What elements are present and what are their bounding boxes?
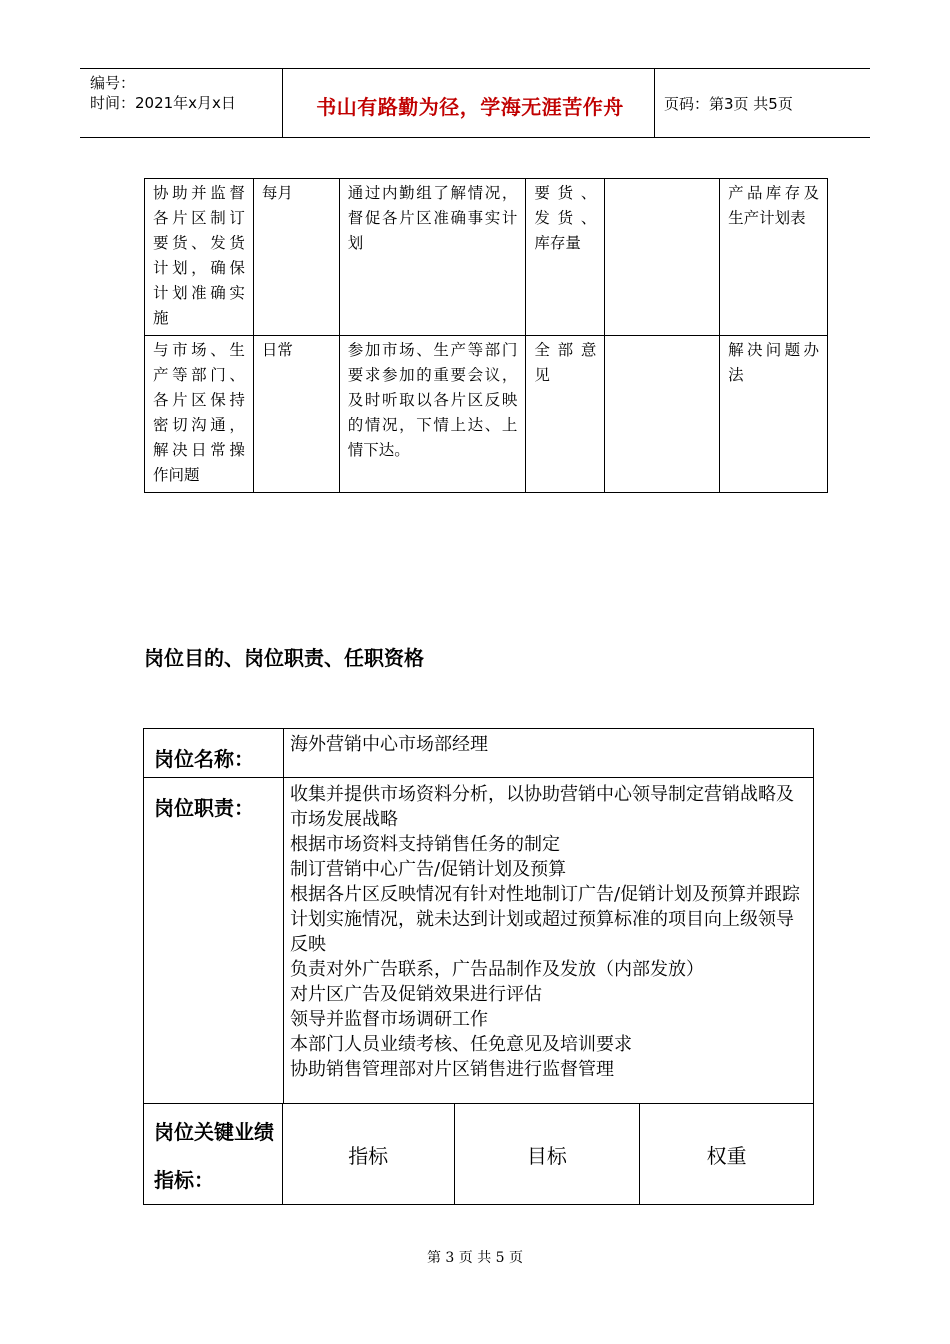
kpi-header-weight: 权重 xyxy=(640,1104,814,1205)
position-table xyxy=(143,728,814,1205)
task-cell: 协助并监督各片区制订要货、发货计划，确保计划准确实施 xyxy=(145,179,254,336)
output-cell: 产品库存及生产计划表 xyxy=(720,179,828,336)
output-cell: 解决问题办法 xyxy=(720,336,828,493)
task-cell: 与市场、生产等部门、各片区保持密切沟通，解决日常操作问题 xyxy=(145,336,254,493)
duty-item: 根据各片区反映情况有针对性地制订广告/促销计划及预算并跟踪计划实施情况，就未达到计划或超过预算标准的项目向上级领导反映 xyxy=(290,884,801,955)
position-name-label: 岗位名称： xyxy=(154,747,254,771)
scope-cell: 要货、发货、库存量 xyxy=(526,179,605,336)
page-header xyxy=(80,68,870,138)
duty-item: 负责对外广告联系，广告品制作及发放（内部发放） xyxy=(290,959,704,980)
blank-cell xyxy=(605,336,720,493)
duty-item: 对片区广告及促销效果进行评估 xyxy=(290,984,542,1005)
page-footer: 第 3 页 共 5 页 xyxy=(426,1250,524,1266)
header-meta xyxy=(90,73,236,113)
duty-item: 根据市场资料支持销售任务的制定 xyxy=(290,834,560,855)
section-title: 岗位目的、岗位职责、任职资格 xyxy=(144,646,424,670)
duty-item: 收集并提供市场资料分析，以协助营销中心领导制定营销战略及市场发展战略 xyxy=(290,784,794,830)
method-cell: 参加市场、生产等部门要求参加的重要会议，及时听取以各片区反映的情况，下情上达、上情下达。 xyxy=(339,336,526,493)
position-name-cell xyxy=(144,729,814,778)
method-cell: 通过内勤组了解情况，督促各片区准确事实计划 xyxy=(339,179,526,336)
blank-cell xyxy=(605,179,720,336)
duty-item: 协助销售管理部对片区销售进行监督管理 xyxy=(290,1059,614,1080)
cell-divider xyxy=(283,778,284,1103)
frequency-cell: 每月 xyxy=(253,179,339,336)
kpi-header-target: 目标 xyxy=(454,1104,640,1205)
header-page-info: 页码：第3页 共5页 xyxy=(664,95,793,113)
kpi-header-indicator: 指标 xyxy=(282,1104,454,1205)
header-divider xyxy=(282,69,283,137)
duties-list xyxy=(144,778,813,1102)
kpi-row xyxy=(144,1104,814,1205)
duties-cell xyxy=(144,778,814,1104)
duty-item: 制订营销中心广告/促销计划及预算 xyxy=(290,859,567,880)
duties-label: 岗位职责： xyxy=(154,796,254,820)
number-label: 编号： xyxy=(90,74,136,92)
duties-row xyxy=(144,778,814,1104)
responsibility-table xyxy=(144,178,828,493)
header-motto: 书山有路勤为径，学海无涯苦作舟 xyxy=(316,95,624,119)
cell-divider xyxy=(283,729,284,777)
table-row xyxy=(145,336,828,493)
scope-cell: 全部意见 xyxy=(526,336,605,493)
kpi-label: 岗位关键业绩指标： xyxy=(154,1120,274,1192)
kpi-label-cell xyxy=(144,1104,283,1205)
position-name-row xyxy=(144,729,814,778)
table-row xyxy=(145,179,828,336)
position-name-value: 海外营销中心市场部经理 xyxy=(290,734,488,755)
duty-item: 领导并监督市场调研工作 xyxy=(290,1009,488,1030)
duty-item: 本部门人员业绩考核、任免意见及培训要求 xyxy=(290,1034,632,1055)
frequency-cell: 日常 xyxy=(253,336,339,493)
date-label: 时间：2021年x月x日 xyxy=(90,94,236,112)
